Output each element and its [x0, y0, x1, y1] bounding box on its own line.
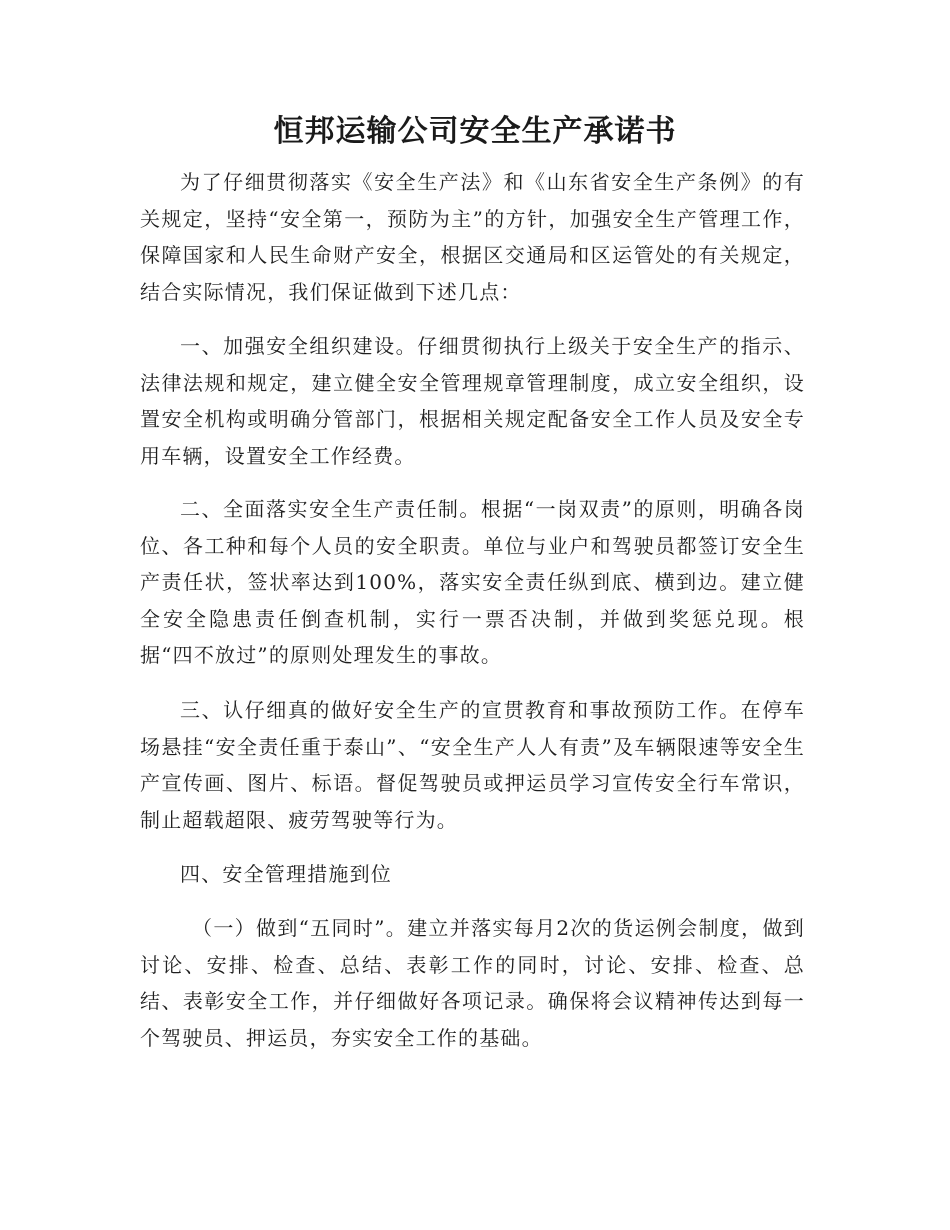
paragraph-section-4-item-1: （一）做到“五同时”。建立并落实每月2次的货运例会制度，做到讨论、安排、检查、总结、表彰工作的同时，讨论、安排、检查、总结、表彰安全工作，并仔细做好各项记录。确保将会议精神传达到每一个驾驶员、押运员，夯实安全工作的基础。: [140, 916, 805, 1050]
paragraph-section-1: 一、加强安全组织建设。仔细贯彻执行上级关于安全生产的指示、法律法规和规定，建立健全安全管理规章管理制度，成立安全组织，设置安全机构或明确分管部门，根据相关规定配备安全工作人员及安全专用车辆，设置安全工作经费。: [140, 334, 805, 468]
paragraph-intro: 为了仔细贯彻落实《安全生产法》和《山东省安全生产条例》的有关规定，坚持“安全第一，预防为主”的方针，加强安全生产管理工作，保障国家和人民生命财产安全，根据区交通局和区运管处的有关规定，结合实际情况，我们保证做到下述几点：: [140, 170, 805, 304]
document-title: 恒邦运输公司安全生产承诺书: [273, 114, 677, 149]
paragraph-section-4-heading: 四、安全管理措施到位: [180, 862, 392, 886]
paragraph-section-3: 三、认仔细真的做好安全生产的宣贯教育和事故预防工作。在停车场悬挂“安全责任重于泰山”、“安全生产人人有责”及车辆限速等安全生产宣传画、图片、标语。督促驾驶员或押运员学习宣传安全行车常识，制止超载超限、疲劳驾驶等行为。: [140, 698, 805, 832]
paragraph-section-2: 二、全面落实安全生产责任制。根据“一岗双责”的原则，明确各岗位、各工种和每个人员的安全职责。单位与业户和驾驶员都签订安全生产责任状，签状率达到100%，落实安全责任纵到底、横到边。建立健全安全隐患责任倒查机制，实行一票否决制，并做到奖惩兑现。根据“四不放过”的原则处理发生的事故。: [140, 497, 805, 667]
